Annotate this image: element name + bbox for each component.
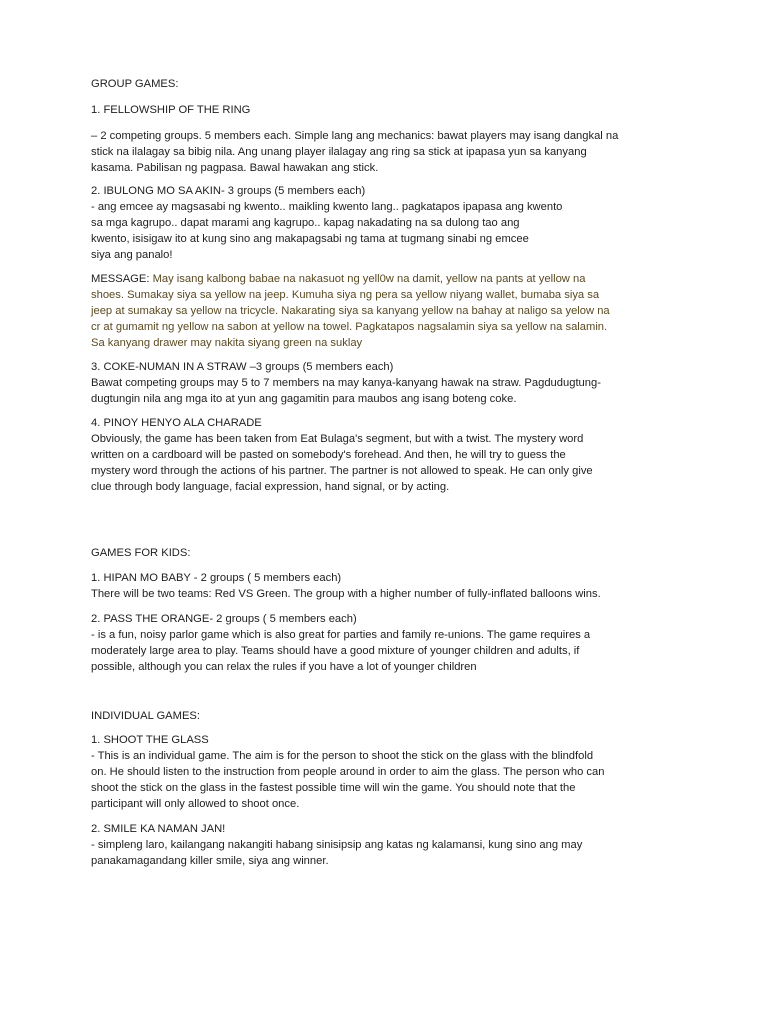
game-title-shoot: 1. SHOOT THE GLASS [91, 734, 209, 746]
message-line: Sa kanyang drawer may nakita siyang green na suklay [91, 337, 363, 350]
section-title-individual: INDIVIDUAL GAMES: [91, 710, 200, 722]
message-block [91, 271, 610, 351]
text-line: stick na ilalagay sa bibig nila. Ang unang player ilalagay ang ring sa stick at ipapasa yun sa kanyang [91, 146, 587, 159]
text-line: siya ang panalo! [91, 249, 173, 262]
game-desc-hipan [91, 586, 601, 602]
text-line: panakamagandang killer smile, siya ang winner. [91, 855, 329, 868]
text-line: dugtungin nila ang mga ito at yun ang gagamitin para maubos ang isang boteng coke. [91, 393, 517, 406]
text-line: Bawat competing groups may 5 to 7 members na may kanya-kanyang hawak na straw. Pagdudugtung- [91, 377, 601, 389]
game-title-orange: 2. PASS THE ORANGE- 2 groups ( 5 members each) [91, 613, 357, 625]
message-label: MESSAGE: [91, 273, 153, 285]
message-text: May isang kalbong babae na nakasuot ng yell0w na damit, yellow na pants at yellow na [152, 273, 586, 285]
text-line: - is a fun, noisy parlor game which is also great for parties and family re-unions. The game requires a [91, 629, 591, 641]
game-desc-shoot [91, 748, 604, 812]
game-title-fellowship: 1. FELLOWSHIP OF THE RING [91, 104, 251, 116]
text-line: mystery word through the actions of his partner. The partner is not allowed to speak. He can only give [91, 465, 593, 478]
text-line: sa mga kagrupo.. dapat marami ang kagrupo.. kapag nakadating na sa dulong tao ang [91, 217, 520, 230]
text-line: Obviously, the game has been taken from Eat Bulaga's segment, but with a twist. The mystery word [91, 433, 584, 445]
text-line: possible, although you can relax the rules if you have a lot of younger children [91, 661, 477, 674]
game-title-henyo: 4. PINOY HENYO ALA CHARADE [91, 417, 262, 429]
text-line: participant will only allowed to shoot once. [91, 798, 300, 811]
game-desc-fellowship [91, 128, 618, 176]
message-line: cr at gumamit ng yellow na sabon at yellow na towel. Pagkatapos nagsalamin siya sa yellow na salamin. [91, 321, 608, 334]
message-first-line [91, 271, 610, 287]
text-line: - simpleng laro, kailangang nakangiti habang sinisipsip ang katas ng kalamansi, kung sino ang may [91, 839, 583, 851]
text-line: shoot the stick on the glass in the fastest possible time will win the game. You should note that the [91, 782, 576, 795]
text-line: - This is an individual game. The aim is for the person to shoot the stick on the glass with the blindfold [91, 750, 594, 762]
text-line: on. He should listen to the instruction from people around in order to aim the glass. The person who can [91, 766, 605, 779]
game-title-hipan: 1. HIPAN MO BABY - 2 groups ( 5 members each) [91, 572, 342, 584]
text-line: kwento, isisigaw ito at kung sino ang makapagsabi ng tama at tugmang sinabi ng emcee [91, 233, 529, 246]
text-line: - ang emcee ay magsasabi ng kwento.. maikling kwento lang.. pagkatapos ipapasa ang kwento [91, 201, 563, 213]
game-title-smile: 2. SMILE KA NAMAN JAN! [91, 823, 226, 835]
game-desc-coke [91, 375, 601, 407]
game-desc-orange [91, 627, 590, 675]
text-line: – 2 competing groups. 5 members each. Simple lang ang mechanics: bawat players may isang dangkal na [91, 130, 619, 142]
text-line: There will be two teams: Red VS Green. The group with a higher number of fully-inflated balloons wins. [91, 588, 601, 600]
game-title-ibulong: 2. IBULONG MO SA AKIN- 3 groups (5 members each) [91, 185, 366, 197]
text-line: clue through body language, facial expression, hand signal, or by acting. [91, 481, 450, 494]
message-line: jeep at sumakay sa yellow na tricycle. Nakarating siya sa kanyang yellow na bahay at naligo sa yelow na [91, 305, 610, 318]
game-desc-smile [91, 837, 582, 869]
game-title-coke: 3. COKE-NUMAN IN A STRAW –3 groups (5 members each) [91, 361, 394, 373]
text-line: written on a cardboard will be pasted on somebody's forehead. And then, he will try to guess the [91, 449, 566, 462]
game-desc-ibulong [91, 199, 562, 263]
game-desc-henyo [91, 431, 593, 495]
text-line: moderately large area to play. Teams should have a good mixture of younger children and adults, if [91, 645, 580, 658]
section-title-group-games: GROUP GAMES: [91, 78, 179, 90]
message-line: shoes. Sumakay siya sa yellow na jeep. Kumuha siya ng pera sa yellow niyang wallet, bumaba siya sa [91, 289, 600, 302]
text-line: kasama. Pabilisan ng pagpasa. Bawal hawakan ang stick. [91, 162, 379, 175]
section-title-kids: GAMES FOR KIDS: [91, 547, 191, 559]
